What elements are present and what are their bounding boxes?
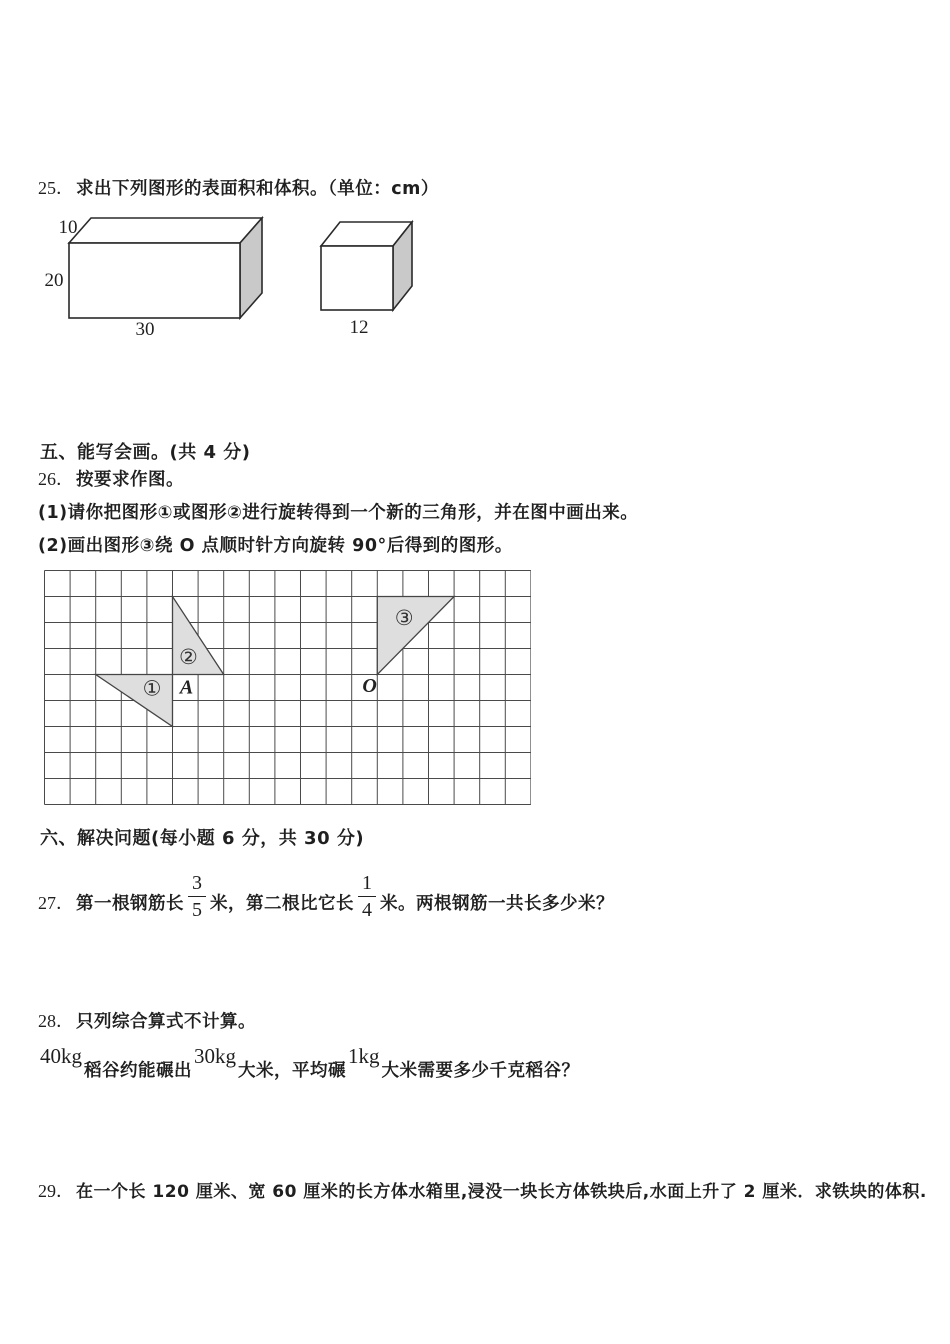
- question-27-part2: 米，第二根比它长: [210, 894, 354, 914]
- question-27-part1: 第一根钢筋长: [76, 894, 184, 914]
- question-27-part3: 米。两根钢筋一共长多少米？: [380, 894, 614, 914]
- question-26-title: [38, 467, 184, 493]
- prism-top-face: [69, 218, 262, 243]
- value-40kg: 40kg: [40, 1044, 82, 1068]
- question-29: [38, 1179, 927, 1204]
- fraction-denominator: 5: [192, 899, 202, 921]
- question-26-number: 26．: [38, 469, 74, 489]
- prism-front-face: [69, 243, 240, 318]
- grid-figure: [44, 570, 531, 805]
- prism-length-label: 30: [135, 319, 155, 340]
- question-26-text: 按要求作图。: [76, 470, 184, 490]
- question-29-text: 在一个长 120 厘米、宽 60 厘米的长方体水箱里,浸没一块长方体铁块后,水面上升了 2 厘米．求铁块的体积.: [76, 1182, 927, 1202]
- question-28-body-3: 大米需要多少千克稻谷？: [381, 1061, 580, 1081]
- shape-number-label: ②: [178, 645, 198, 670]
- point-label-O: O: [362, 675, 377, 698]
- question-27: [38, 873, 614, 920]
- question-28-text: 只列综合算式不计算。: [76, 1012, 256, 1032]
- question-26-sub2: (2)画出图形③绕 O 点顺时针方向旋转 90°后得到的图形。: [38, 536, 513, 556]
- triangle-3: [377, 597, 454, 675]
- shape-number-label: ①: [142, 676, 162, 701]
- question-25-title: [38, 176, 439, 202]
- cube-edge-label: 12: [349, 317, 369, 338]
- fraction-one-fourth: [358, 873, 376, 920]
- question-27-number: 27．: [38, 893, 74, 913]
- cube-front-face: [321, 246, 393, 310]
- fraction-denominator: 4: [362, 899, 372, 921]
- fraction-three-fifths: [188, 873, 206, 920]
- question-26-sub1: (1)请你把图形①或图形②进行旋转得到一个新的三角形，并在图中画出来。: [38, 503, 639, 523]
- value-1kg: 1kg: [348, 1044, 380, 1068]
- question-25-text: 求出下列图形的表面积和体积。（单位：cm）: [76, 179, 439, 199]
- question-28-number: 28．: [38, 1011, 74, 1031]
- prism-figure: [44, 213, 276, 341]
- value-30kg: 30kg: [194, 1044, 236, 1068]
- question-28-body-2: 大米，平均碾: [238, 1061, 346, 1081]
- question-25-number: 25．: [38, 178, 74, 198]
- prism-height-label: 20: [44, 270, 64, 291]
- section-6-heading: 六、解决问题(每小题 6 分，共 30 分): [40, 828, 365, 849]
- fraction-numerator: 3: [188, 873, 206, 897]
- point-label-A: A: [179, 676, 194, 699]
- shape-number-label: ③: [394, 606, 414, 631]
- question-28-body-1: 稻谷约能碾出: [84, 1061, 192, 1081]
- question-28-title: [38, 1009, 256, 1035]
- fraction-numerator: 1: [358, 873, 376, 897]
- section-5-heading: 五、能写会画。(共 4 分): [40, 442, 251, 463]
- cube-figure: [315, 218, 420, 340]
- prism-depth-label: 10: [58, 217, 78, 238]
- question-29-number: 29．: [38, 1181, 74, 1201]
- question-28-body: [38, 1044, 580, 1084]
